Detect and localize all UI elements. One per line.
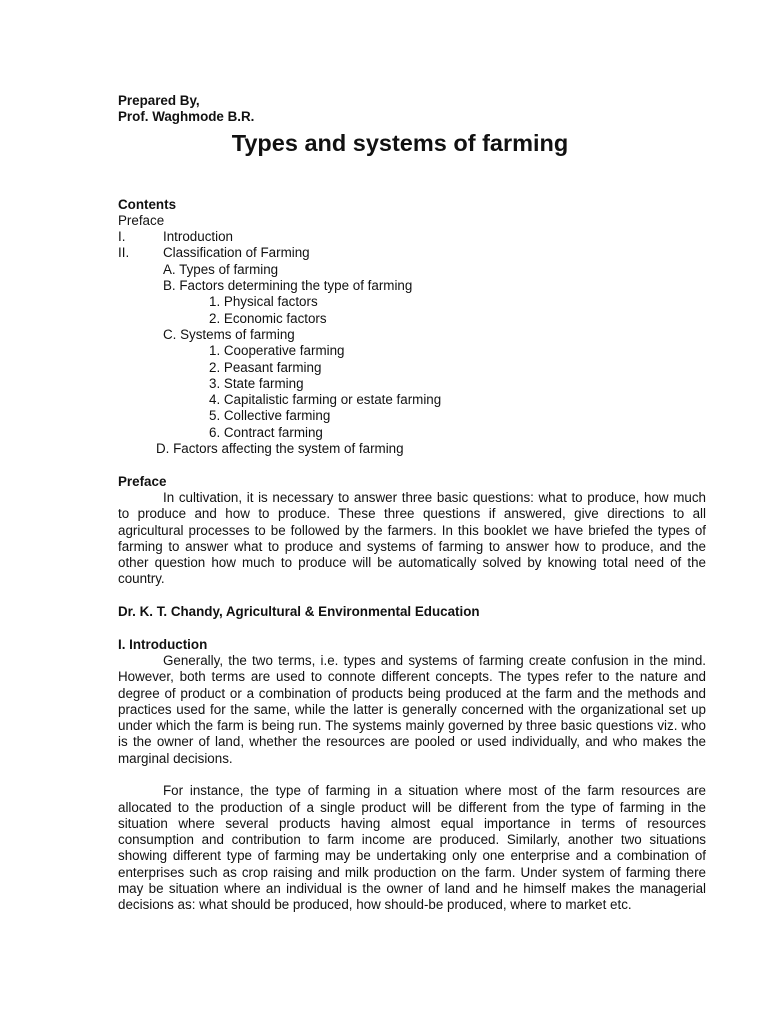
toc-item-systems: C. Systems of farming (163, 326, 295, 342)
toc-item-factors-type: B. Factors determining the type of farming (163, 278, 413, 294)
table-of-contents (118, 197, 706, 458)
toc-item-types: A. Types of farming (163, 261, 279, 277)
toc-label: Introduction (163, 229, 233, 245)
toc-item-introduction (118, 229, 706, 245)
toc-item-economic: 2. Economic factors (209, 310, 327, 326)
document-title: Types and systems of farming (231, 130, 569, 156)
toc-number: II. (118, 245, 130, 261)
toc-item-cooperative: 1. Cooperative farming (209, 343, 345, 359)
toc-label: Classification of Farming (163, 245, 310, 261)
introduction-heading: I. Introduction (118, 636, 208, 652)
toc-item-capitalistic: 4. Capitalistic farming or estate farming (209, 392, 442, 408)
source-citation: Dr. K. T. Chandy, Agricultural & Environmental Education (118, 604, 480, 620)
author-name: Prof. Waghmode B.R. (118, 109, 255, 125)
toc-item-peasant: 2. Peasant farming (209, 359, 322, 375)
toc-number: I. (118, 229, 126, 245)
toc-item-classification (118, 245, 706, 261)
toc-item-state: 3. State farming (209, 375, 304, 391)
introduction-paragraph-2: For instance, the type of farming in a situation where most of the farm resources are allocated to the production of a single product will be different from the type of farming in the situation where several products having almost equal importance in terms of resources consumption and contribution to farm income are produced. Similarly, another two situations showing different type of farming may be undertaking only one enterprise and a combination of enterprises such as crop raising and milk production on the farm. Under system of farming there may be situation where an individual is the owner of land and he himself makes the managerial decisions as: what should be produced, how should-be produced, where to market etc. (118, 783, 706, 913)
toc-item-collective: 5. Collective farming (209, 408, 331, 424)
toc-item-preface: Preface (118, 212, 165, 228)
introduction-paragraph-1: Generally, the two terms, i.e. types and systems of farming create confusion in the mind. However, both terms are used to connote different concepts. The types refer to the nature and degree of product or a combination of products being produced at the farm and the methods and practices used for the same, while the latter is generally concerned with the organizational set up under which the farm is being run. The systems mainly governed by three basic questions viz. who is the owner of land, whether the resources are pooled or used individually, and who makes the marginal decisions. (118, 652, 706, 766)
toc-item-contract: 6. Contract farming (209, 424, 323, 440)
prepared-by: Prepared By, (118, 93, 200, 108)
toc-item-factors-system: D. Factors affecting the system of farming (156, 441, 404, 457)
preface-paragraph: In cultivation, it is necessary to answer three basic questions: what to produce, how much to produce and how to produce. These three questions if answered, give directions to all agricultural processes to be followed by the farmers. In this booklet we have briefed the types of farming to answer what to produce and systems of farming to answer how to produce, and the other question how much to produce will be automatically solved by knowing total need of the country. (118, 489, 706, 587)
toc-item-physical: 1. Physical factors (209, 294, 318, 310)
contents-heading: Contents (118, 196, 177, 212)
document-page (118, 93, 706, 914)
preface-heading: Preface (118, 473, 167, 489)
